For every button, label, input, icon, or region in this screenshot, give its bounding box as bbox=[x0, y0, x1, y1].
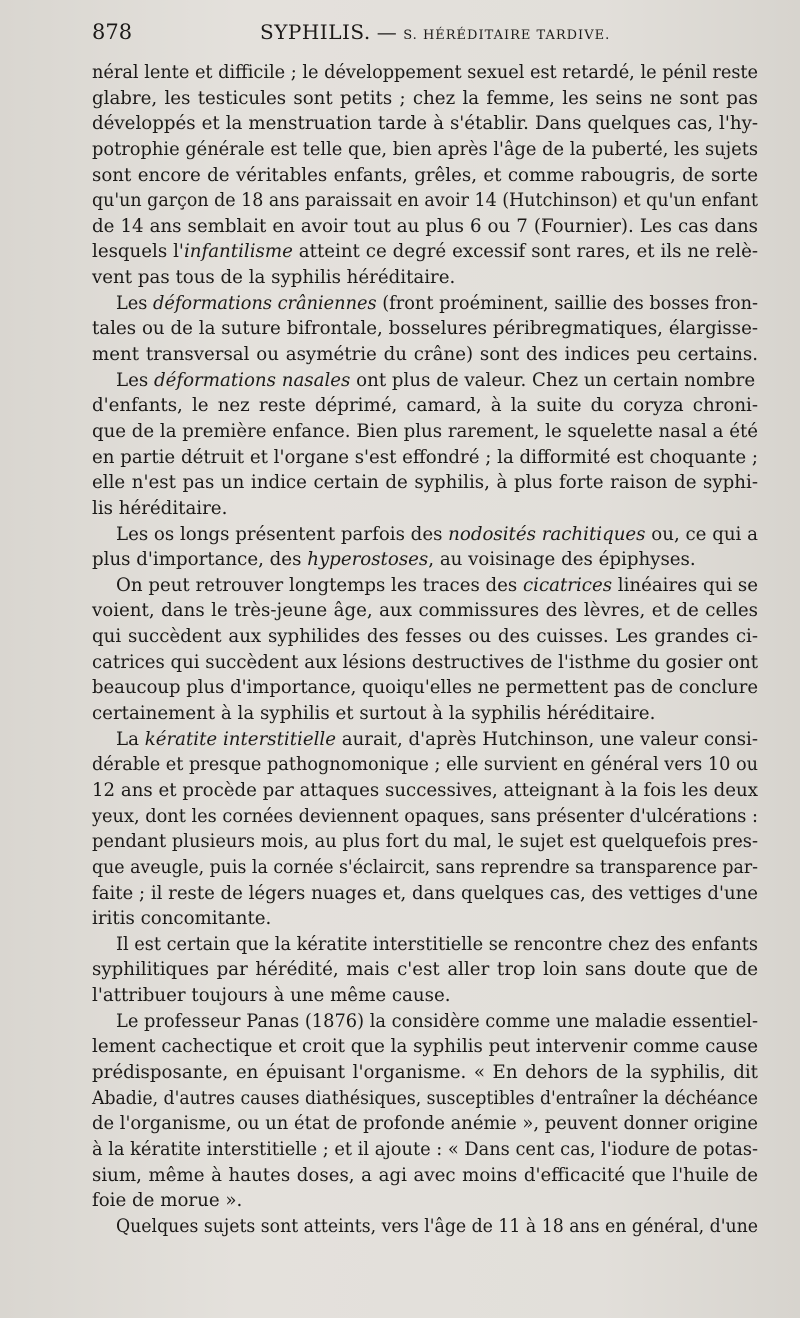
text-line: lis héréditaire. bbox=[92, 497, 228, 519]
paragraph-start: Le professeur Panas (1876) la considère comme une maladie essentiel- bbox=[116, 1010, 758, 1032]
text-line: que aveugle, puis la cornée s'éclaircit, sans reprendre sa transparence par- bbox=[92, 856, 758, 878]
text-line: ment transversal ou asymétrie du crâne) sont des indices peu certains. bbox=[92, 344, 758, 366]
paragraph-start: Les déformations crâniennes (front proéminent, saillie des bosses fron- bbox=[116, 292, 758, 314]
text-line: glabre, les testicules sont petits ; chez la femme, les seins ne sont pas bbox=[92, 87, 758, 109]
paragraph-start: Les os longs présentent parfois des nodosités rachitiques ou, ce qui a bbox=[116, 523, 758, 545]
text-line: d'enfants, le nez reste déprimé, camard, à la suite du coryza chroni- bbox=[92, 395, 758, 417]
text-line: faite ; il reste de légers nuages et, dans quelques cas, des vettiges d'une bbox=[92, 882, 758, 904]
paragraph-start: Quelques sujets sont atteints, vers l'âge de 11 à 18 ans en général, d'une bbox=[116, 1215, 758, 1237]
text-line: lesquels l'infantilisme atteint ce degré excessif sont rares, et ils ne relè- bbox=[92, 241, 758, 263]
text-line: plus d'importance, des hyperostoses, au voisinage des épiphyses. bbox=[92, 549, 696, 571]
text-line: qu'un garçon de 18 ans paraissait en avoir 14 (Hutchinson) et qu'un enfant bbox=[92, 190, 758, 212]
paragraph-start: On peut retrouver longtemps les traces des cicatrices linéaires qui se bbox=[116, 574, 758, 596]
text-line: de l'organisme, ou un état de profonde anémie », peuvent donner origine bbox=[92, 1113, 758, 1135]
text-line: potrophie générale est telle que, bien après l'âge de la puberté, les sujets bbox=[92, 138, 758, 160]
text-line: dérable et presque pathognomonique ; elle survient en général vers 10 ou bbox=[92, 754, 758, 776]
text-line: développés et la menstruation tarde à s'établir. Dans quelques cas, l'hy- bbox=[92, 113, 758, 135]
text-line: pendant plusieurs mois, au plus fort du mal, le sujet est quelquefois pres- bbox=[92, 831, 758, 853]
running-title-subtitle: S. HÉRÉDITAIRE TARDIVE. bbox=[403, 28, 611, 43]
text-line: sium, même à hautes doses, a agi avec moins d'efficacité que l'huile de bbox=[92, 1164, 758, 1186]
text-line: certainement à la syphilis et surtout à la syphilis héréditaire. bbox=[92, 703, 656, 725]
text-line: que de la première enfance. Bien plus rarement, le squelette nasal a été bbox=[92, 420, 758, 442]
running-title-dash: — bbox=[376, 20, 398, 44]
text-line: foie de morue ». bbox=[92, 1190, 243, 1212]
page-header bbox=[92, 20, 772, 54]
text-line: prédisposante, en épuisant l'organisme. « En dehors de la syphilis, dit bbox=[92, 1061, 758, 1083]
paragraph-start: Les déformations nasales ont plus de valeur. Chez un certain nombre bbox=[116, 369, 756, 391]
body-text bbox=[92, 60, 758, 1239]
text-line: tales ou de la suture bifrontale, bosselures péribregmatiques, élargisse- bbox=[92, 318, 758, 340]
text-line: de 14 ans semblait en avoir tout au plus 6 ou 7 (Fournier). Les cas dans bbox=[92, 215, 758, 237]
running-title-main: SYPHILIS. bbox=[260, 20, 371, 44]
text-line: qui succèdent aux syphilides des fesses ou des cuisses. Les grandes ci- bbox=[92, 626, 758, 648]
text-line: lement cachectique et croit que la syphilis peut intervenir comme cause bbox=[92, 1036, 758, 1058]
text-line: 12 ans et procède par attaques successives, atteignant à la fois les deux bbox=[92, 779, 758, 801]
paragraph-start: La kératite interstitielle aurait, d'après Hutchinson, une valeur consi- bbox=[116, 728, 758, 750]
running-title bbox=[260, 20, 610, 44]
page-number: 878 bbox=[92, 20, 133, 44]
text-line: l'attribuer toujours à une même cause. bbox=[92, 985, 451, 1007]
text-line: syphilitiques par hérédité, mais c'est aller trop loin sans doute que de bbox=[92, 959, 758, 981]
text-line: beaucoup plus d'importance, quoiqu'elles ne permettent pas de conclure bbox=[92, 677, 758, 699]
paragraph-start: Il est certain que la kératite interstitielle se rencontre chez des enfants bbox=[116, 933, 758, 955]
text-line: en partie détruit et l'organe s'est effondré ; la difformité est choquante ; bbox=[92, 446, 758, 468]
text-line: sont encore de véritables enfants, grêles, et comme rabougris, de sorte bbox=[92, 164, 758, 186]
text-line: catrices qui succèdent aux lésions destructives de l'isthme du gosier ont bbox=[92, 651, 758, 673]
text-line: elle n'est pas un indice certain de syphilis, à plus forte raison de syphi- bbox=[92, 472, 758, 494]
text-line: Abadie, d'autres causes diathésiques, susceptibles d'entraîner la déchéance bbox=[92, 1087, 758, 1109]
text-line: vent pas tous de la syphilis héréditaire. bbox=[92, 267, 456, 289]
text-line: à la kératite interstitielle ; et il ajoute : « Dans cent cas, l'iodure de potas- bbox=[92, 1138, 758, 1160]
text-line: néral lente et difficile ; le développement sexuel est retardé, le pénil reste bbox=[92, 62, 758, 83]
text-line: iritis concomitante. bbox=[92, 908, 272, 930]
text-line: yeux, dont les cornées deviennent opaques, sans présenter d'ulcérations : bbox=[92, 805, 758, 827]
text-line: voient, dans le très-jeune âge, aux commissures des lèvres, et de celles bbox=[92, 600, 758, 622]
